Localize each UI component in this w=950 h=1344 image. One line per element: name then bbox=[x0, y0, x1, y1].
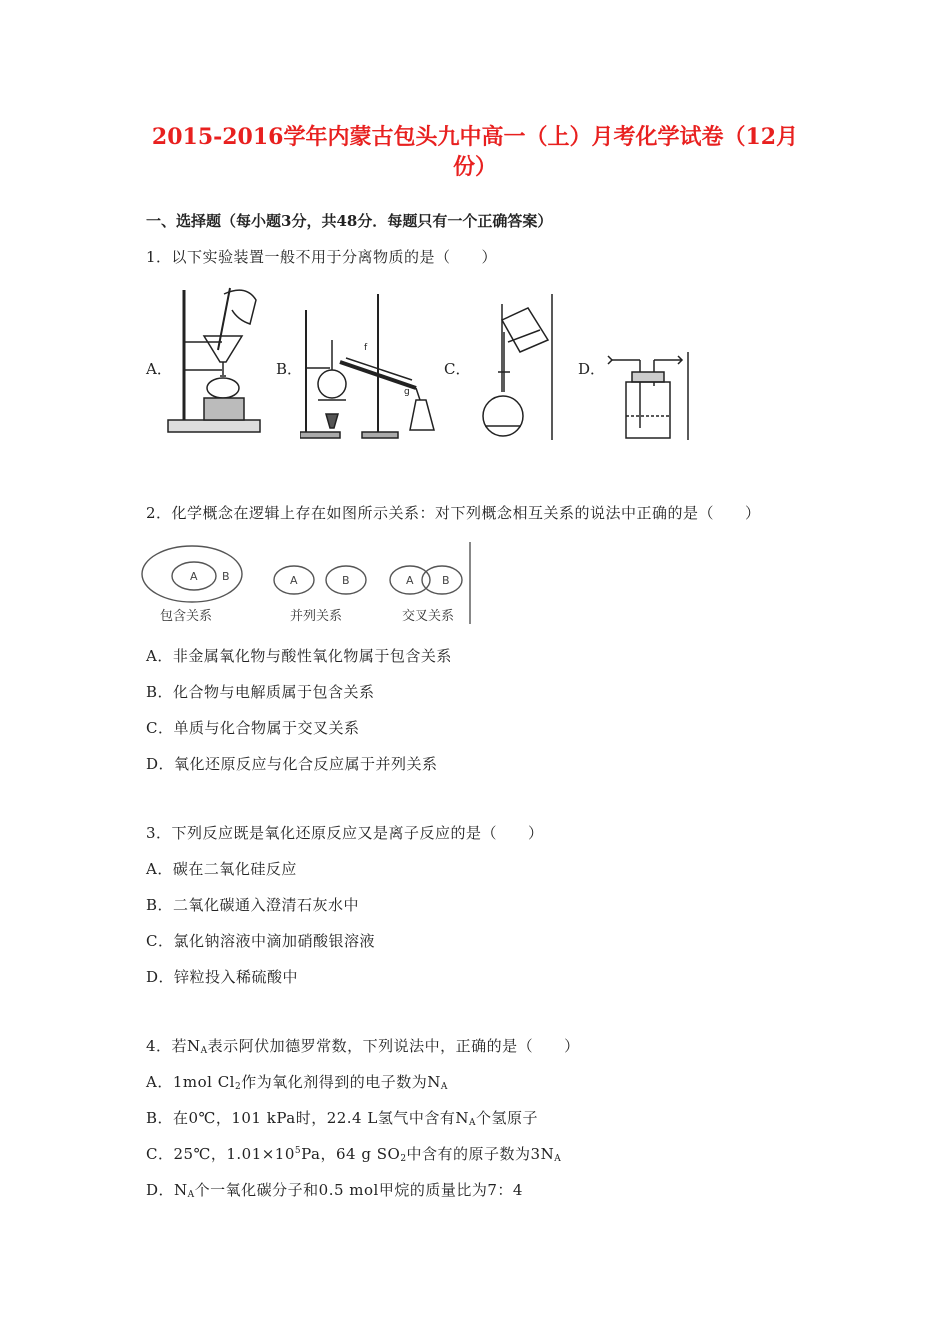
q3-option-a: A．碳在二氧化硅反应 bbox=[146, 860, 297, 878]
q1-label-c: C． bbox=[444, 360, 471, 378]
q2-option-c: C．单质与化合物属于交叉关系 bbox=[146, 719, 360, 737]
q2-option-d: D．氧化还原反应与化合反应属于并列关系 bbox=[146, 755, 438, 773]
q1-label-b: B． bbox=[276, 360, 303, 378]
diagram1-caption: 包含关系 bbox=[160, 609, 213, 624]
volumetric-flask-image bbox=[468, 292, 560, 442]
diagram2-label-a: A bbox=[290, 574, 298, 587]
diagram1-label-a: A bbox=[190, 570, 198, 583]
page-title bbox=[150, 122, 800, 182]
concept-relation-diagram bbox=[140, 540, 472, 628]
diagram2-label-b: B bbox=[342, 574, 350, 587]
diagram2-caption: 并列关系 bbox=[290, 609, 343, 624]
filtration-apparatus-image bbox=[164, 270, 268, 442]
q2-stem: 2．化学概念在逻辑上存在如图所示关系：对下列概念相互关系的说法中正确的是（ ） bbox=[146, 504, 761, 522]
diagram3-label-a: A bbox=[406, 574, 414, 587]
section-heading: 一、选择题（每小题3分，共48分．每题只有一个正确答案） bbox=[146, 212, 553, 230]
q3-option-d: D．锌粒投入稀硫酸中 bbox=[146, 968, 299, 986]
q1-label-d: D． bbox=[578, 360, 606, 378]
q2-option-b: B．化合物与电解质属于包含关系 bbox=[146, 683, 375, 701]
title-line-1: 2015-2016学年内蒙古包头九中高一（上）月考化学试卷（12月 bbox=[151, 124, 799, 150]
flask-mark-f: f bbox=[364, 343, 368, 353]
q4-option-c: C．25℃，$1.01\times 10^5Pa$，64 g $SO_2$中含有的原子数为$3N_A$ bbox=[146, 1145, 562, 1164]
q2-option-a: A．非金属氧化物与酸性氧化物属于包含关系 bbox=[146, 647, 452, 665]
q4-option-a: A．1mol $Cl_2$作为氧化剂得到的电子数为$N_A$ bbox=[146, 1073, 448, 1092]
flask-mark-g: g bbox=[404, 387, 410, 397]
gas-wash-bottle-image bbox=[604, 350, 690, 442]
q4-stem: 4．若$N_A$表示阿伏加德罗常数，下列说法中，正确的是（ ） bbox=[146, 1037, 580, 1056]
distillation-apparatus-image bbox=[300, 290, 440, 442]
q1-stem: 1．以下实验装置一般不用于分离物质的是（ ） bbox=[146, 248, 498, 266]
diagram1-label-b: B bbox=[222, 570, 230, 583]
q3-option-c: C．氯化钠溶液中滴加硝酸银溶液 bbox=[146, 932, 375, 950]
q4-option-b: B．在0℃，101 kPa时，22.4 L氢气中含有$N_A$个氢原子 bbox=[146, 1109, 538, 1128]
title-line-2: 份） bbox=[452, 154, 497, 180]
diagram3-caption: 交叉关系 bbox=[402, 609, 455, 624]
q4-option-d: D．$N_A$个一氧化碳分子和0.5 mol甲烷的质量比为7：4 bbox=[146, 1181, 523, 1200]
q1-label-a: A． bbox=[146, 360, 172, 378]
diagram3-label-b: B bbox=[442, 574, 450, 587]
q3-option-b: B．二氧化碳通入澄清石灰水中 bbox=[146, 896, 360, 914]
q3-stem: 3．下列反应既是氧化还原反应又是离子反应的是（ ） bbox=[146, 824, 544, 842]
